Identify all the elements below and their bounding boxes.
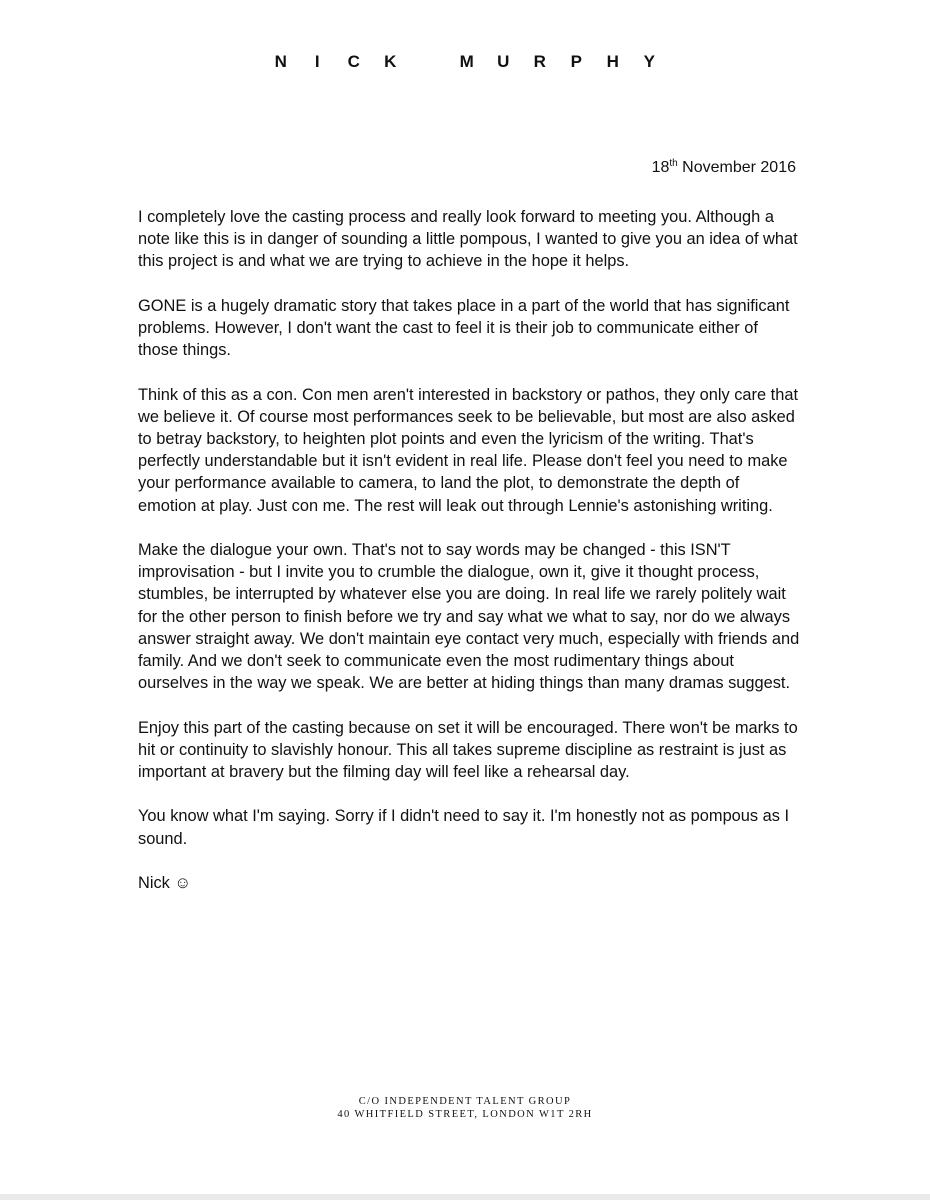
letterhead-text: N I C K M U R P H Y: [274, 52, 655, 71]
page-bottom-edge: [0, 1194, 930, 1200]
date-day: 18: [651, 159, 670, 176]
date-rest: November 2016: [677, 159, 796, 176]
paragraph-4: Make the dialogue your own. That's not to say words may be changed - this ISN'T improvisation - but I invite you to crumble the dialogue, own it, give it thought process, stumbles, be interrupted by whatever else you are doing. In real life we rarely politely wait for the other person to finish before we try and say what we what to say, nor do we always answer straight away. We don't maintain eye contact very much, especially with friends and family. And we don't seek to communicate even the most rudimentary things about ourselves in the way we speak. We are better at hiding things than many dramas suggest.: [138, 541, 800, 693]
letter-date: [652, 159, 796, 177]
letterhead-name: [0, 52, 930, 72]
signoff: Nick ☺: [138, 874, 192, 892]
footer-line-2: 40 WHITFIELD STREET, LONDON W1T 2RH: [337, 1109, 593, 1120]
paragraph-3: Think of this as a con. Con men aren't interested in backstory or pathos, they only care that we believe it. Of course most performances seek to be believable, but most are also asked to betray backstory, to heighten plot points and even the lyricism of the writing. That's perfectly understandable but it isn't evident in real life. Please don't feel you need to make your performance available to camera, to land the plot, to demonstrate the depth of emotion at play. Just con me. The rest will leak out through Lennie's astonishing writing.: [138, 385, 799, 515]
date-suffix: th: [669, 158, 678, 169]
footer-line-1: C/O INDEPENDENT TALENT GROUP: [358, 1096, 572, 1107]
footer-address: [0, 1095, 930, 1121]
paragraph-6: You know what I'm saying. Sorry if I didn't need to say it. I'm honestly not as pompous as I sound.: [138, 807, 790, 848]
letter-body: [138, 206, 800, 916]
paragraph-1: I completely love the casting process and really look forward to meeting you. Although a note like this is in danger of sounding a little pompous, I wanted to give you an idea of what this project is and what we are trying to achieve in the hope it helps.: [138, 208, 798, 271]
paragraph-5: Enjoy this part of the casting because on set it will be encouraged. There won't be marks to hit or continuity to slavishly honour. This all takes supreme discipline as restraint is just as important at bravery but the filming day will feel like a rehearsal day.: [138, 718, 798, 782]
paragraph-2: GONE is a hugely dramatic story that takes place in a part of the world that has significant problems. However, I don't want the cast to feel it is their job to communicate either of those things.: [138, 296, 790, 360]
